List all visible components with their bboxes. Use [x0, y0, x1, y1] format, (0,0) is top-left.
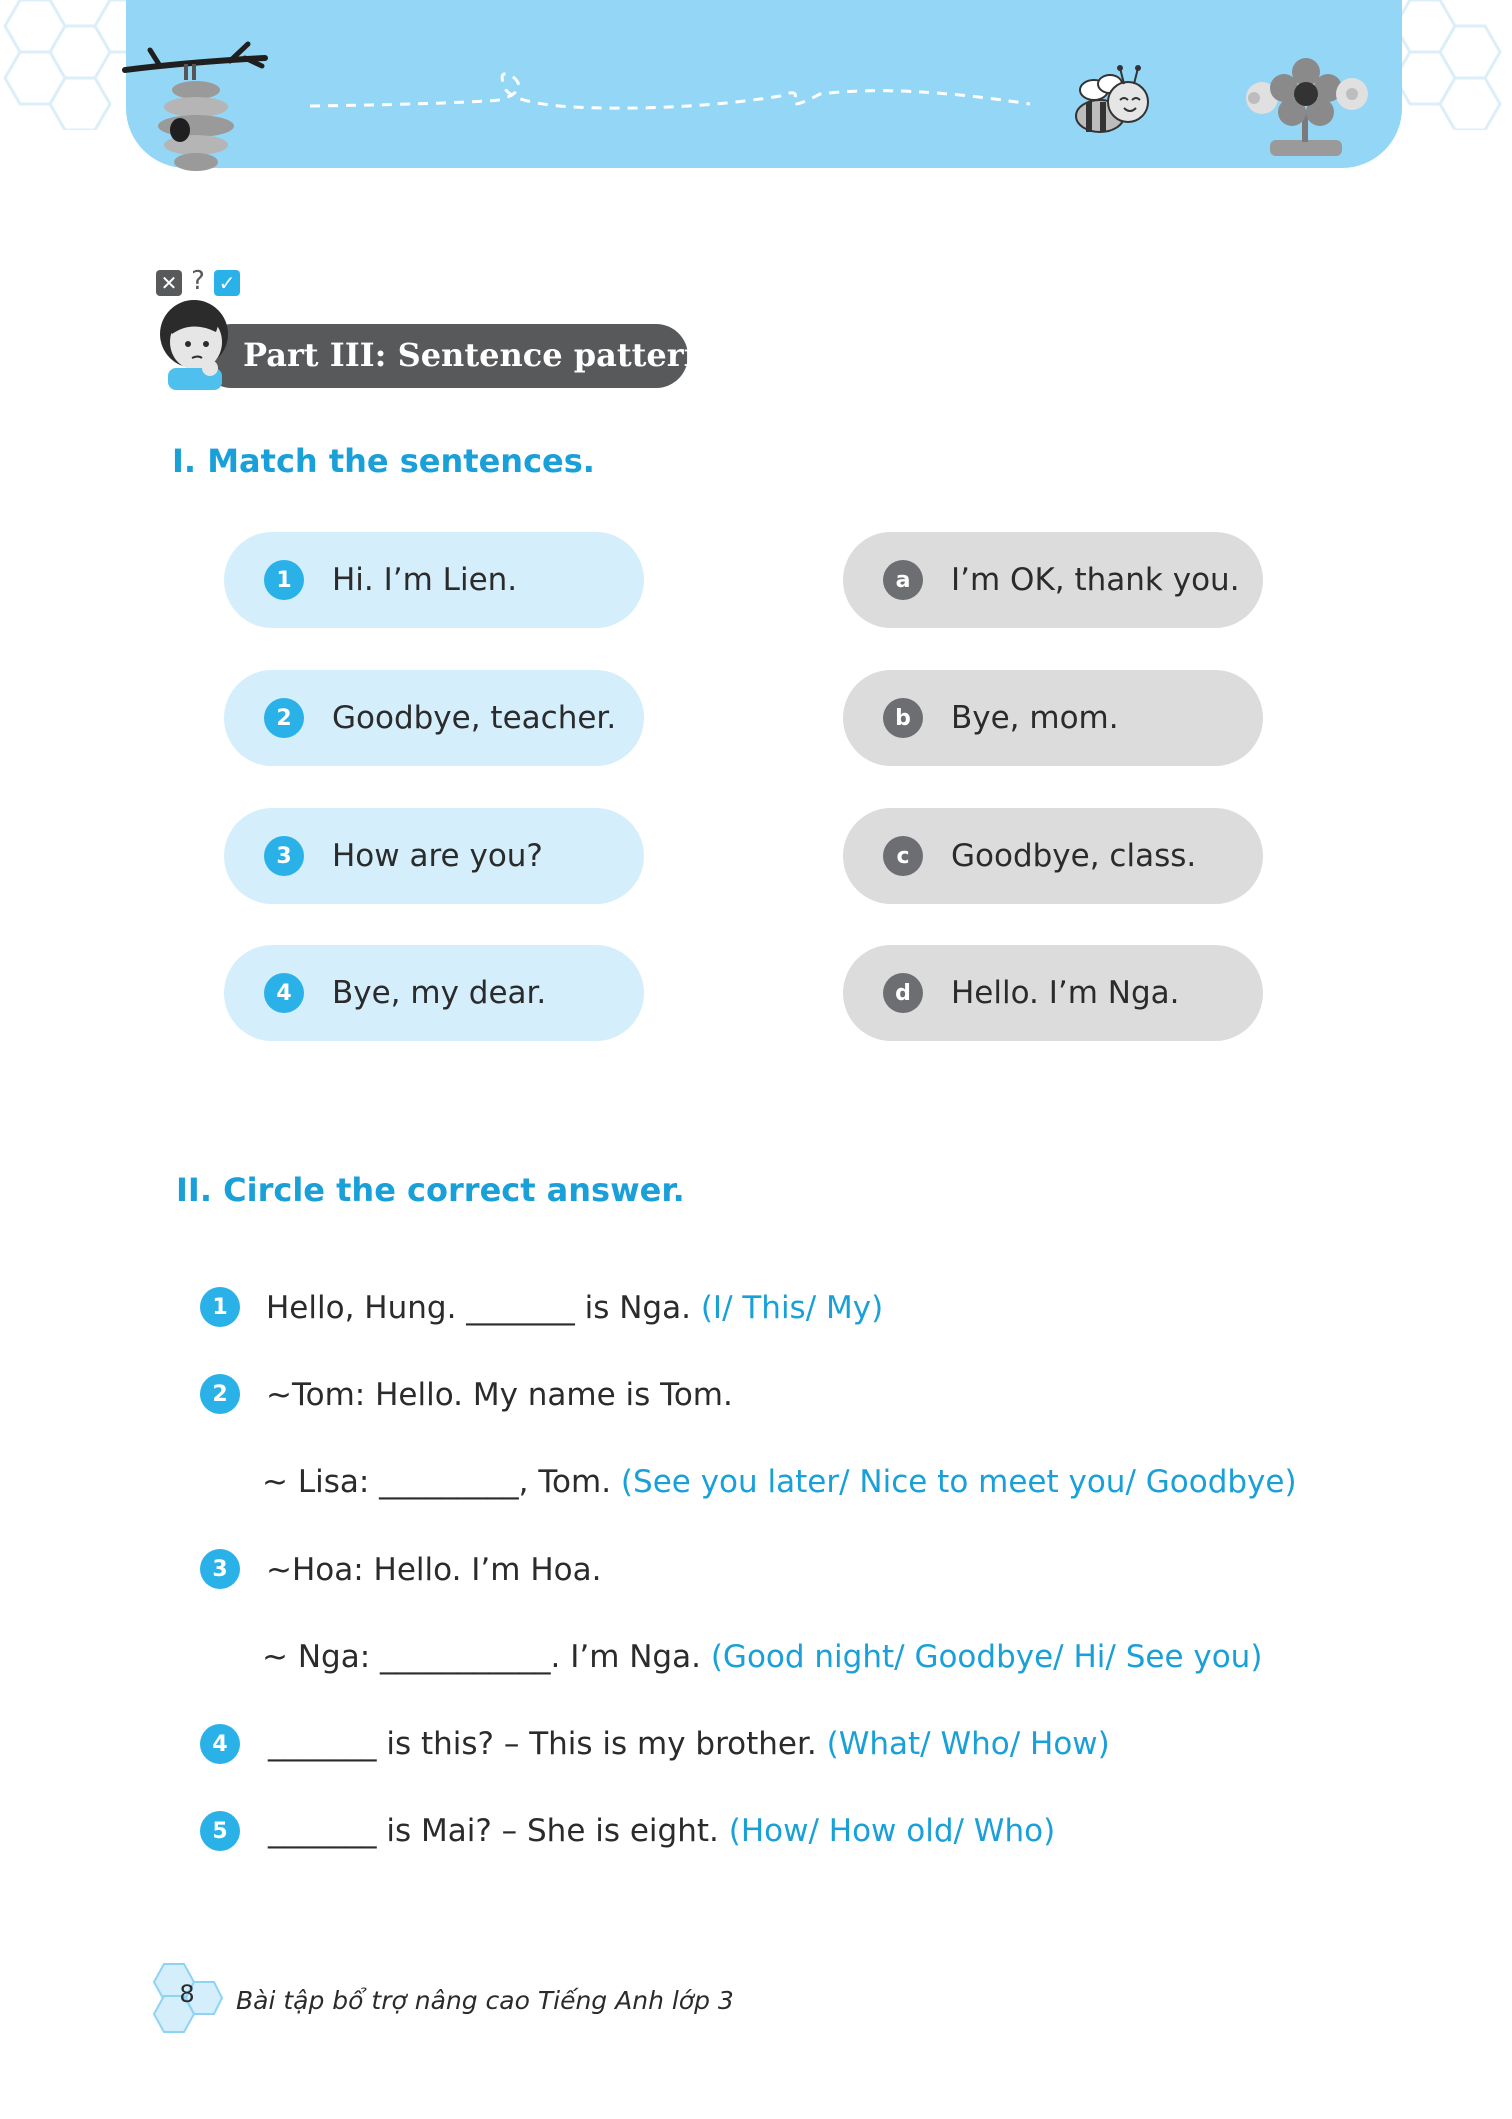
hexagon-pattern-left — [0, 0, 140, 130]
bee-icon — [1066, 58, 1156, 148]
match-item-4[interactable] — [224, 945, 644, 1041]
answer-options[interactable]: (Good night/ Goodbye/ Hi/ See you) — [710, 1639, 1263, 1675]
letter-badge: b — [883, 698, 923, 738]
question-badge: 3 — [200, 1549, 240, 1589]
match-item-b[interactable] — [843, 670, 1263, 766]
question-4 — [268, 1726, 1110, 1762]
match-item-2[interactable] — [224, 670, 644, 766]
question-icon: ? — [191, 266, 205, 296]
question-2-line-2 — [262, 1464, 1297, 1500]
match-sentence: Hi. I’m Lien. — [332, 562, 518, 598]
letter-badge: c — [883, 836, 923, 876]
match-item-d[interactable] — [843, 945, 1263, 1041]
letter-badge: a — [883, 560, 923, 600]
question-badge: 4 — [200, 1724, 240, 1764]
section-2-title: II. Circle the correct answer. — [176, 1171, 685, 1209]
question-5 — [268, 1813, 1055, 1849]
match-item-a[interactable] — [843, 532, 1263, 628]
beehive-icon — [120, 36, 270, 186]
answer-options[interactable]: (How/ How old/ Who) — [728, 1813, 1056, 1849]
answer-options[interactable]: (I/ This/ My) — [700, 1290, 884, 1326]
match-sentence: Goodbye, teacher. — [332, 700, 617, 736]
question-badge: 2 — [200, 1374, 240, 1414]
book-title: Bài tập bổ trợ nâng cao Tiếng Anh lớp 3 — [236, 1986, 734, 2015]
question-badge: 1 — [200, 1287, 240, 1327]
match-sentence: How are you? — [332, 838, 543, 874]
answer-options[interactable]: (See you later/ Nice to meet you/ Goodbye) — [620, 1464, 1297, 1500]
flower-icon — [1240, 52, 1380, 162]
question-3-line-1: ~Hoa: Hello. I’m Hoa. — [266, 1552, 602, 1588]
check-icon: ✓ — [214, 270, 240, 296]
dashed-flight-path — [300, 60, 1040, 120]
section-1-title: I. Match the sentences. — [172, 442, 595, 480]
match-sentence: I’m OK, thank you. — [951, 562, 1240, 598]
student-avatar — [156, 296, 232, 390]
match-item-3[interactable] — [224, 808, 644, 904]
match-item-c[interactable] — [843, 808, 1263, 904]
match-item-1[interactable] — [224, 532, 644, 628]
number-badge: 2 — [264, 698, 304, 738]
match-sentence: Goodbye, class. — [951, 838, 1197, 874]
question-text: ~ Nga: ___________. I’m Nga. — [262, 1639, 711, 1675]
number-badge: 3 — [264, 836, 304, 876]
question-text: ~ Lisa: _________, Tom. — [262, 1464, 621, 1500]
question-2-line-1: ~Tom: Hello. My name is Tom. — [266, 1377, 733, 1413]
cross-icon: ✕ — [156, 270, 182, 296]
answer-options[interactable]: (What/ Who/ How) — [826, 1726, 1110, 1762]
number-badge: 4 — [264, 973, 304, 1013]
match-sentence: Bye, my dear. — [332, 975, 547, 1011]
question-3-line-2 — [262, 1639, 1262, 1675]
part-title: Part III: Sentence patterns — [243, 336, 725, 374]
page-number: 8 — [179, 1980, 195, 2008]
letter-badge: d — [883, 973, 923, 1013]
match-sentence: Bye, mom. — [951, 700, 1119, 736]
question-badge: 5 — [200, 1811, 240, 1851]
number-badge: 1 — [264, 560, 304, 600]
question-text: Hello, Hung. _______ is Nga. — [266, 1290, 701, 1326]
question-text: _______ is this? – This is my brother. — [268, 1726, 827, 1762]
match-sentence: Hello. I’m Nga. — [951, 975, 1180, 1011]
question-text: _______ is Mai? – She is eight. — [268, 1813, 729, 1849]
question-1 — [266, 1290, 883, 1326]
